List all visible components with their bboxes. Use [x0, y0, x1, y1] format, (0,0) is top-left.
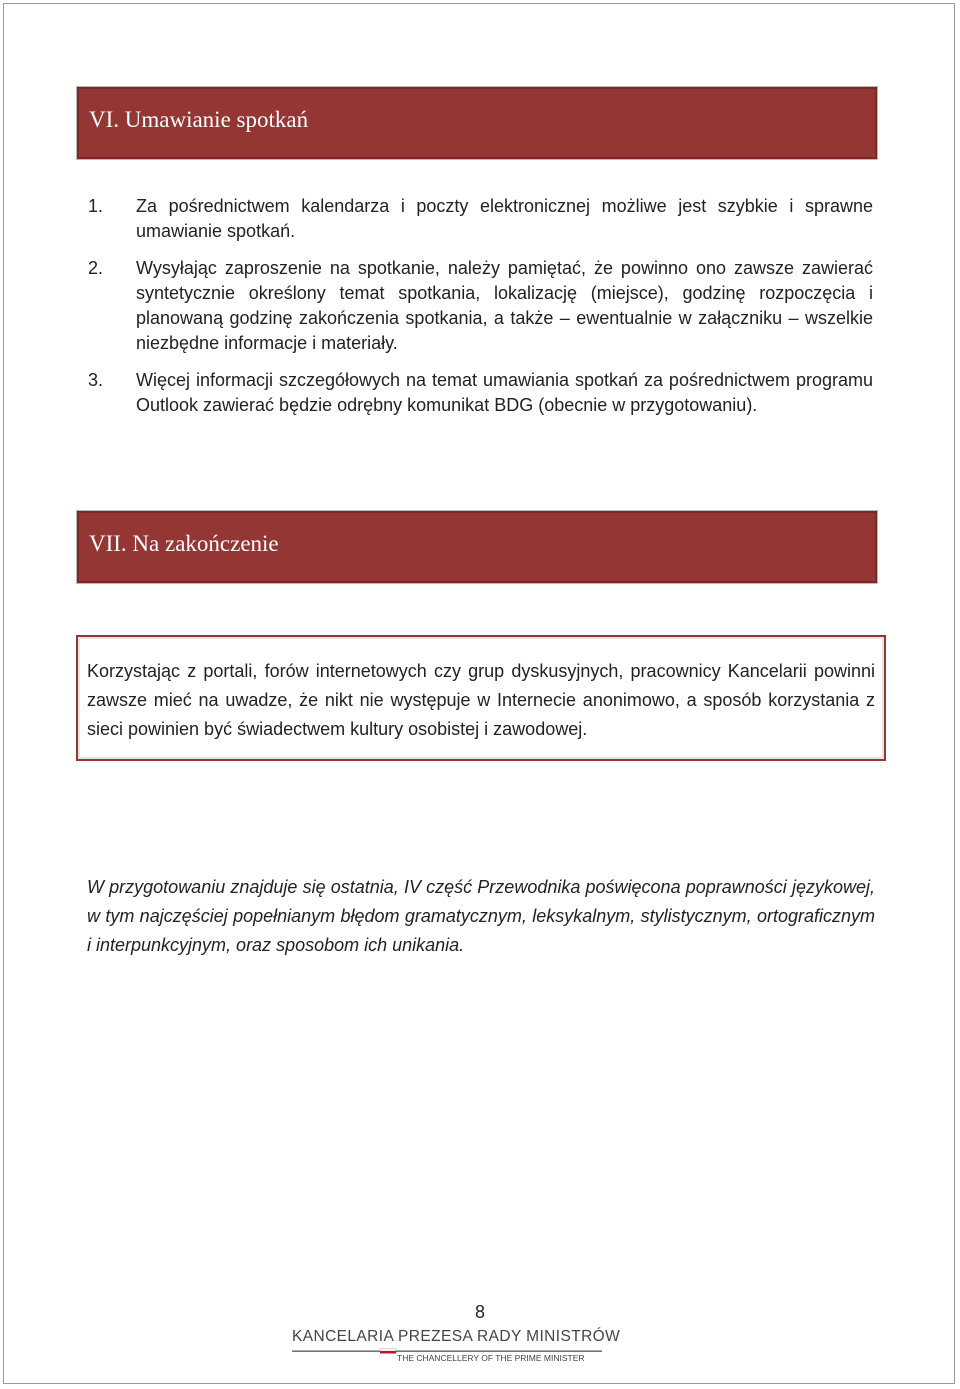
section-header-vii	[76, 510, 878, 584]
note-text: W przygotowaniu znajduje się ostatnia, IV część Przewodnika poświęcona poprawności językowej, w tym najczęściej popełnianym błędom gramatycznym, leksykalnym, stylistycznym, ortograficznym i interpunkcyjnym, oraz sposobom ich unikania.	[87, 877, 875, 955]
closing-text: Korzystając z portali, forów internetowych czy grup dyskusyjnych, pracownicy Kancelarii powinni zawsze mieć na uwadze, że nikt nie występuje w Internecie anonimowo, a sposób korzystania z sieci powinien być świadectwem kultury osobistej i zawodowej.	[87, 661, 875, 739]
section-header-vi	[76, 86, 878, 160]
chancellery-logo	[292, 1328, 621, 1368]
list-text: Więcej informacji szczegółowych na temat umawiania spotkań za pośrednictwem programu Outlook zawierać będzie odrębny komunikat BDG (obecnie w przygotowaniu).	[136, 370, 873, 415]
list-item	[88, 256, 873, 356]
section-title: VI. Umawianie spotkań	[89, 107, 309, 132]
logo-org-name: KANCELARIA PREZESA RADY MINISTRÓW	[292, 1328, 621, 1345]
page-number: 8	[474, 1302, 485, 1322]
list-item	[88, 368, 873, 418]
list-text: Za pośrednictwem kalendarza i poczty elektronicznej możliwe jest szybkie i sprawne umawianie spotkań.	[136, 196, 873, 241]
list-text: Wysyłając zaproszenie na spotkanie, należy pamiętać, że powinno ono zawsze zawierać syntetycznie określony temat spotkania, lokalizację (miejsce), godzinę rozpoczęcia i planowaną godzinę zakończenia spotkania, a także – ewentualnie w załączniku – wszelkie niezbędne informacje i materiały.	[136, 258, 873, 353]
list-item	[88, 194, 873, 244]
section-title: VII. Na zakończenie	[89, 531, 279, 556]
list-number: 2.	[88, 258, 104, 278]
list-number: 3.	[88, 370, 104, 390]
closing-box	[76, 635, 886, 761]
list-number: 1.	[88, 196, 104, 216]
logo-org-name-en: THE CHANCELLERY OF THE PRIME MINISTER	[397, 1353, 585, 1363]
